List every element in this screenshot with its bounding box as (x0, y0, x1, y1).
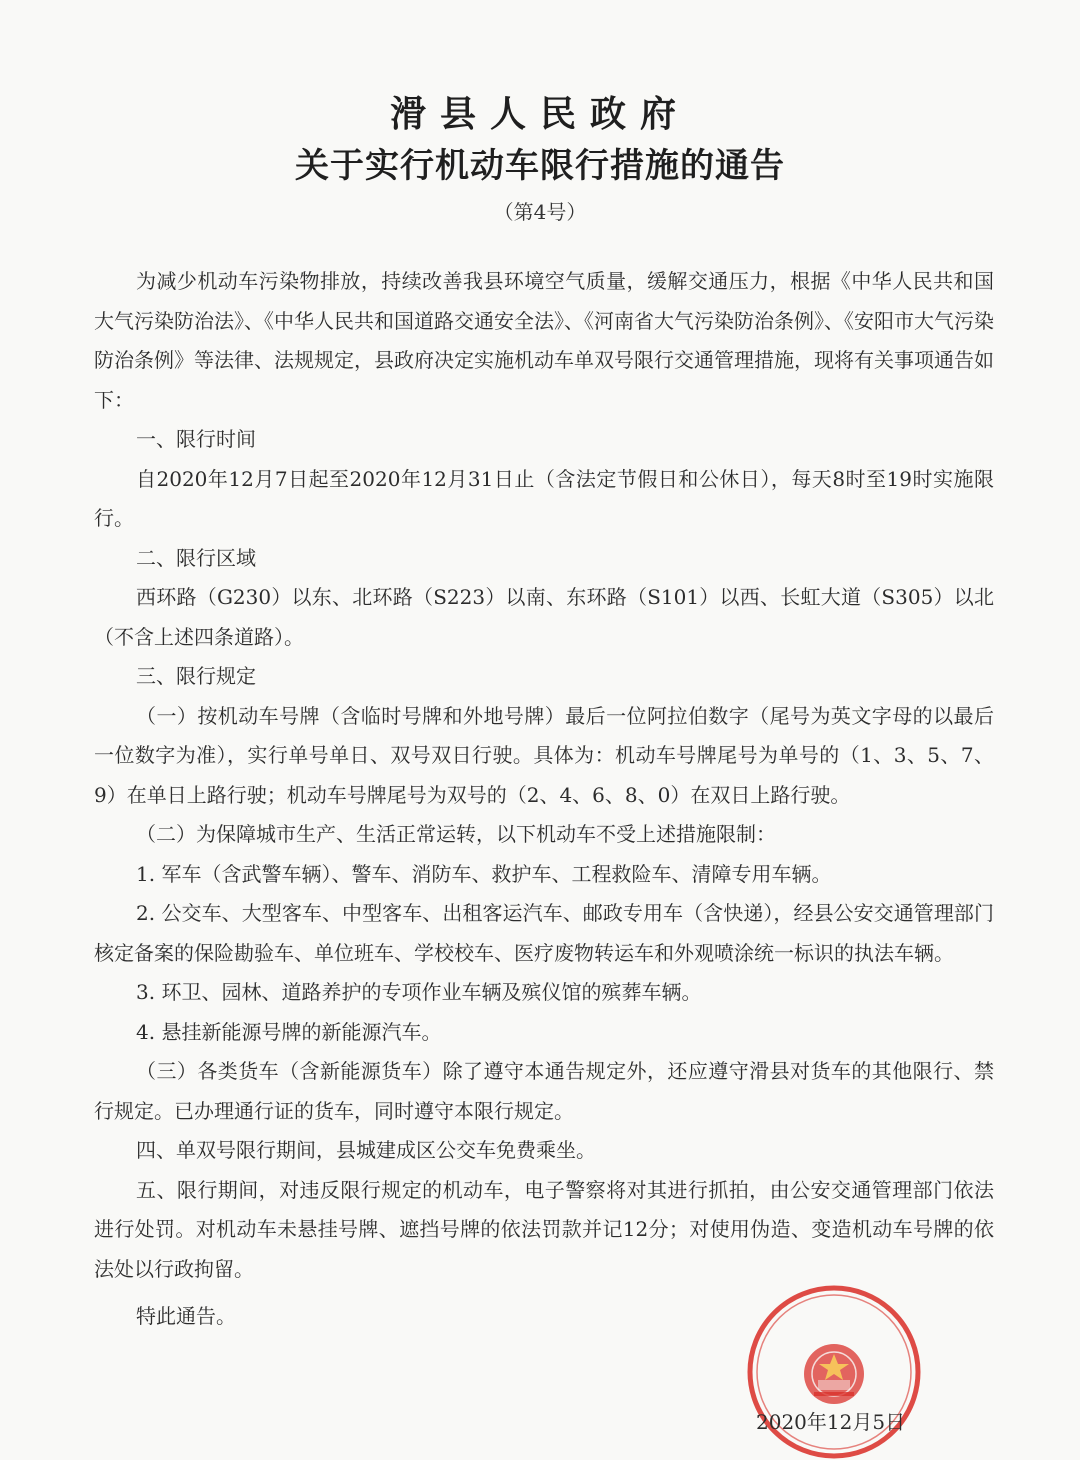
paragraph: 为减少机动车污染物排放，持续改善我县环境空气质量，缓解交通压力，根据《中华人民共和国大气污染防治法》、《中华人民共和国道路交通安全法》、《河南省大气污染防治条例》、《安阳市大气污染防治条例》等法律、法规规定，县政府决定实施机动车单双号限行交通管理措施，现将有关事项通告如下： (94, 269, 994, 412)
issue-date: 2020年12月5日 (756, 1410, 906, 1434)
notice-title: 关于实行机动车限行措施的通告 (295, 146, 785, 186)
official-seal-icon (744, 1282, 924, 1462)
list-item: 2. 公交车、大型客车、中型客车、出租客运汽车、邮政专用车（含快递），经县公安交通管理部门核定备案的保险勘验车、单位班车、学校校车、医疗废物转运车和外观喷涂统一标识的执法车辆。 (94, 901, 994, 965)
section-heading: 二、限行区域 (136, 545, 256, 570)
list-item: 4. 悬挂新能源号牌的新能源汽车。 (136, 1019, 442, 1044)
paragraph: 西环路（G230）以东、北环路（S223）以南、东环路（S101）以西、长虹大道（S305）以北（不含上述四条道路）。 (94, 585, 994, 649)
paragraph: （三）各类货车（含新能源货车）除了遵守本通告规定外，还应遵守滑县对货车的其他限行、禁行规定。已办理通行证的货车，同时遵守本限行规定。 (94, 1059, 994, 1123)
section-heading: 一、限行时间 (136, 427, 256, 451)
paragraph: 自2020年12月7日起至2020年12月31日止（含法定节假日和公休日），每天8时至19时实施限行。 (94, 466, 994, 530)
section-heading: 三、限行规定 (136, 664, 256, 688)
paragraph: 五、限行期间，对违反限行规定的机动车，电子警察将对其进行抓拍，由公安交通管理部门依法进行处罚。对机动车未悬挂号牌、遮挡号牌的依法罚款并记12分；对使用伪造、变造机动车号牌的依法处以行政拘留。 (94, 1177, 994, 1281)
document-body (94, 262, 994, 1289)
issuer-title: 滑县人民政府 (389, 93, 690, 135)
paragraph: （一）按机动车号牌（含临时号牌和外地号牌）最后一位阿拉伯数字（尾号为英文字母的以最后一位数字为准），实行单号单日、双号双日行驶。具体为：机动车号牌尾号为单号的（1、3、5、7、9）在单日上路行驶；机动车号牌尾号为双号的（2、4、6、8、0）在双日上路行驶。 (94, 703, 994, 807)
paragraph: （二）为保障城市生产、生活正常运转，以下机动车不受上述措施限制： (136, 822, 776, 846)
paragraph: 四、单双号限行期间，县城建成区公交车免费乘坐。 (136, 1138, 596, 1162)
document-number: （第4号） (493, 200, 587, 224)
closing-text: 特此通告。 (136, 1304, 236, 1328)
list-item: 1. 军车（含武警车辆）、警车、消防车、救护车、工程救险车、清障专用车辆。 (136, 861, 832, 886)
list-item: 3. 环卫、园林、道路养护的专项作业车辆及殡仪馆的殡葬车辆。 (136, 980, 702, 1004)
